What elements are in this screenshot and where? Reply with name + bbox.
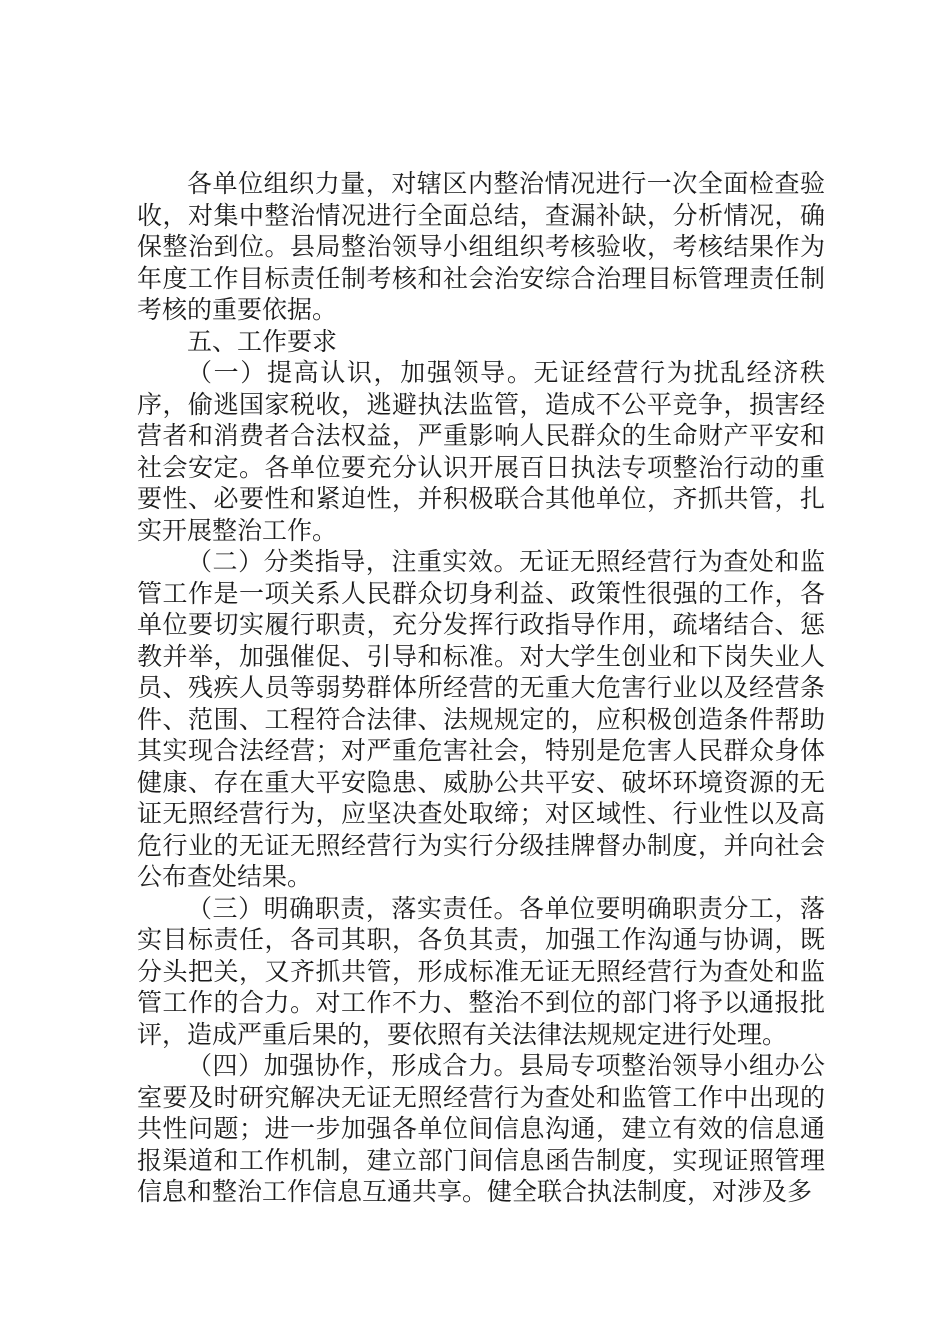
paragraph-requirement-2: （二）分类指导，注重实效。无证无照经营行为查处和监管工作是一项关系人民群众切身利益、政策性很强的工作，各单位要切实履行职责，充分发挥行政指导作用，疏堵结合、惩教并举，加强催促、引导和标准。对大学生创业和下岗失业人员、残疾人员等弱势群体所经营的无重大危害行业以及经营条件、范围、工程符合法律、法规规定的，应积极创造条件帮助其实现合法经营；对严重危害社会，特别是危害人民群众身体健康、存在重大平安隐患、威胁公共平安、破坏环境资源的无证无照经营行为，应坚决查处取缔；对区域性、行业性以及高危行业的无证无照经营行为实行分级挂牌督办制度，并向社会公布查处结果。 bbox=[137, 547, 825, 891]
section-heading-work-requirements: 五、工作要求 bbox=[187, 326, 338, 356]
paragraph-requirement-3: （三）明确职责，落实责任。各单位要明确职责分工，落实目标责任，各司其职，各负其责，加强工作沟通与协调，既分头把关，又齐抓共管，形成标准无证无照经营行为查处和监管工作的合力。对工作不力、整治不到位的部门将予以通报批评，造成严重后果的，要依照有关法律法规规定进行处理。 bbox=[137, 893, 825, 1049]
paragraph-inspection-acceptance: 各单位组织力量，对辖区内整治情况进行一次全面检查验收，对集中整治情况进行全面总结，查漏补缺，分析情况，确保整治到位。县局整治领导小组组织考核验收，考核结果作为年度工作目标责任制考核和社会治安综合治理目标管理责任制考核的重要依据。 bbox=[137, 169, 825, 324]
paragraph-requirement-1: （一）提高认识，加强领导。无证经营行为扰乱经济秩序，偷逃国家税收，逃避执法监管，造成不公平竞争，损害经营者和消费者合法权益，严重影响人民群众的生命财产平安和社会安定。各单位要充分认识开展百日执法专项整治行动的重要性、必要性和紧迫性，并积极联合其他单位，齐抓共管，扎实开展整治工作。 bbox=[137, 358, 825, 545]
document-body bbox=[137, 168, 825, 1208]
paragraph-requirement-4: （四）加强协作，形成合力。县局专项整治领导小组办公室要及时研究解决无证无照经营行为查处和监管工作中出现的共性问题；进一步加强各单位间信息沟通，建立有效的信息通报渠道和工作机制，建立部门间信息函告制度，实现证照管理信息和整治工作信息互通共享。健全联合执法制度，对涉及多 bbox=[137, 1051, 825, 1206]
